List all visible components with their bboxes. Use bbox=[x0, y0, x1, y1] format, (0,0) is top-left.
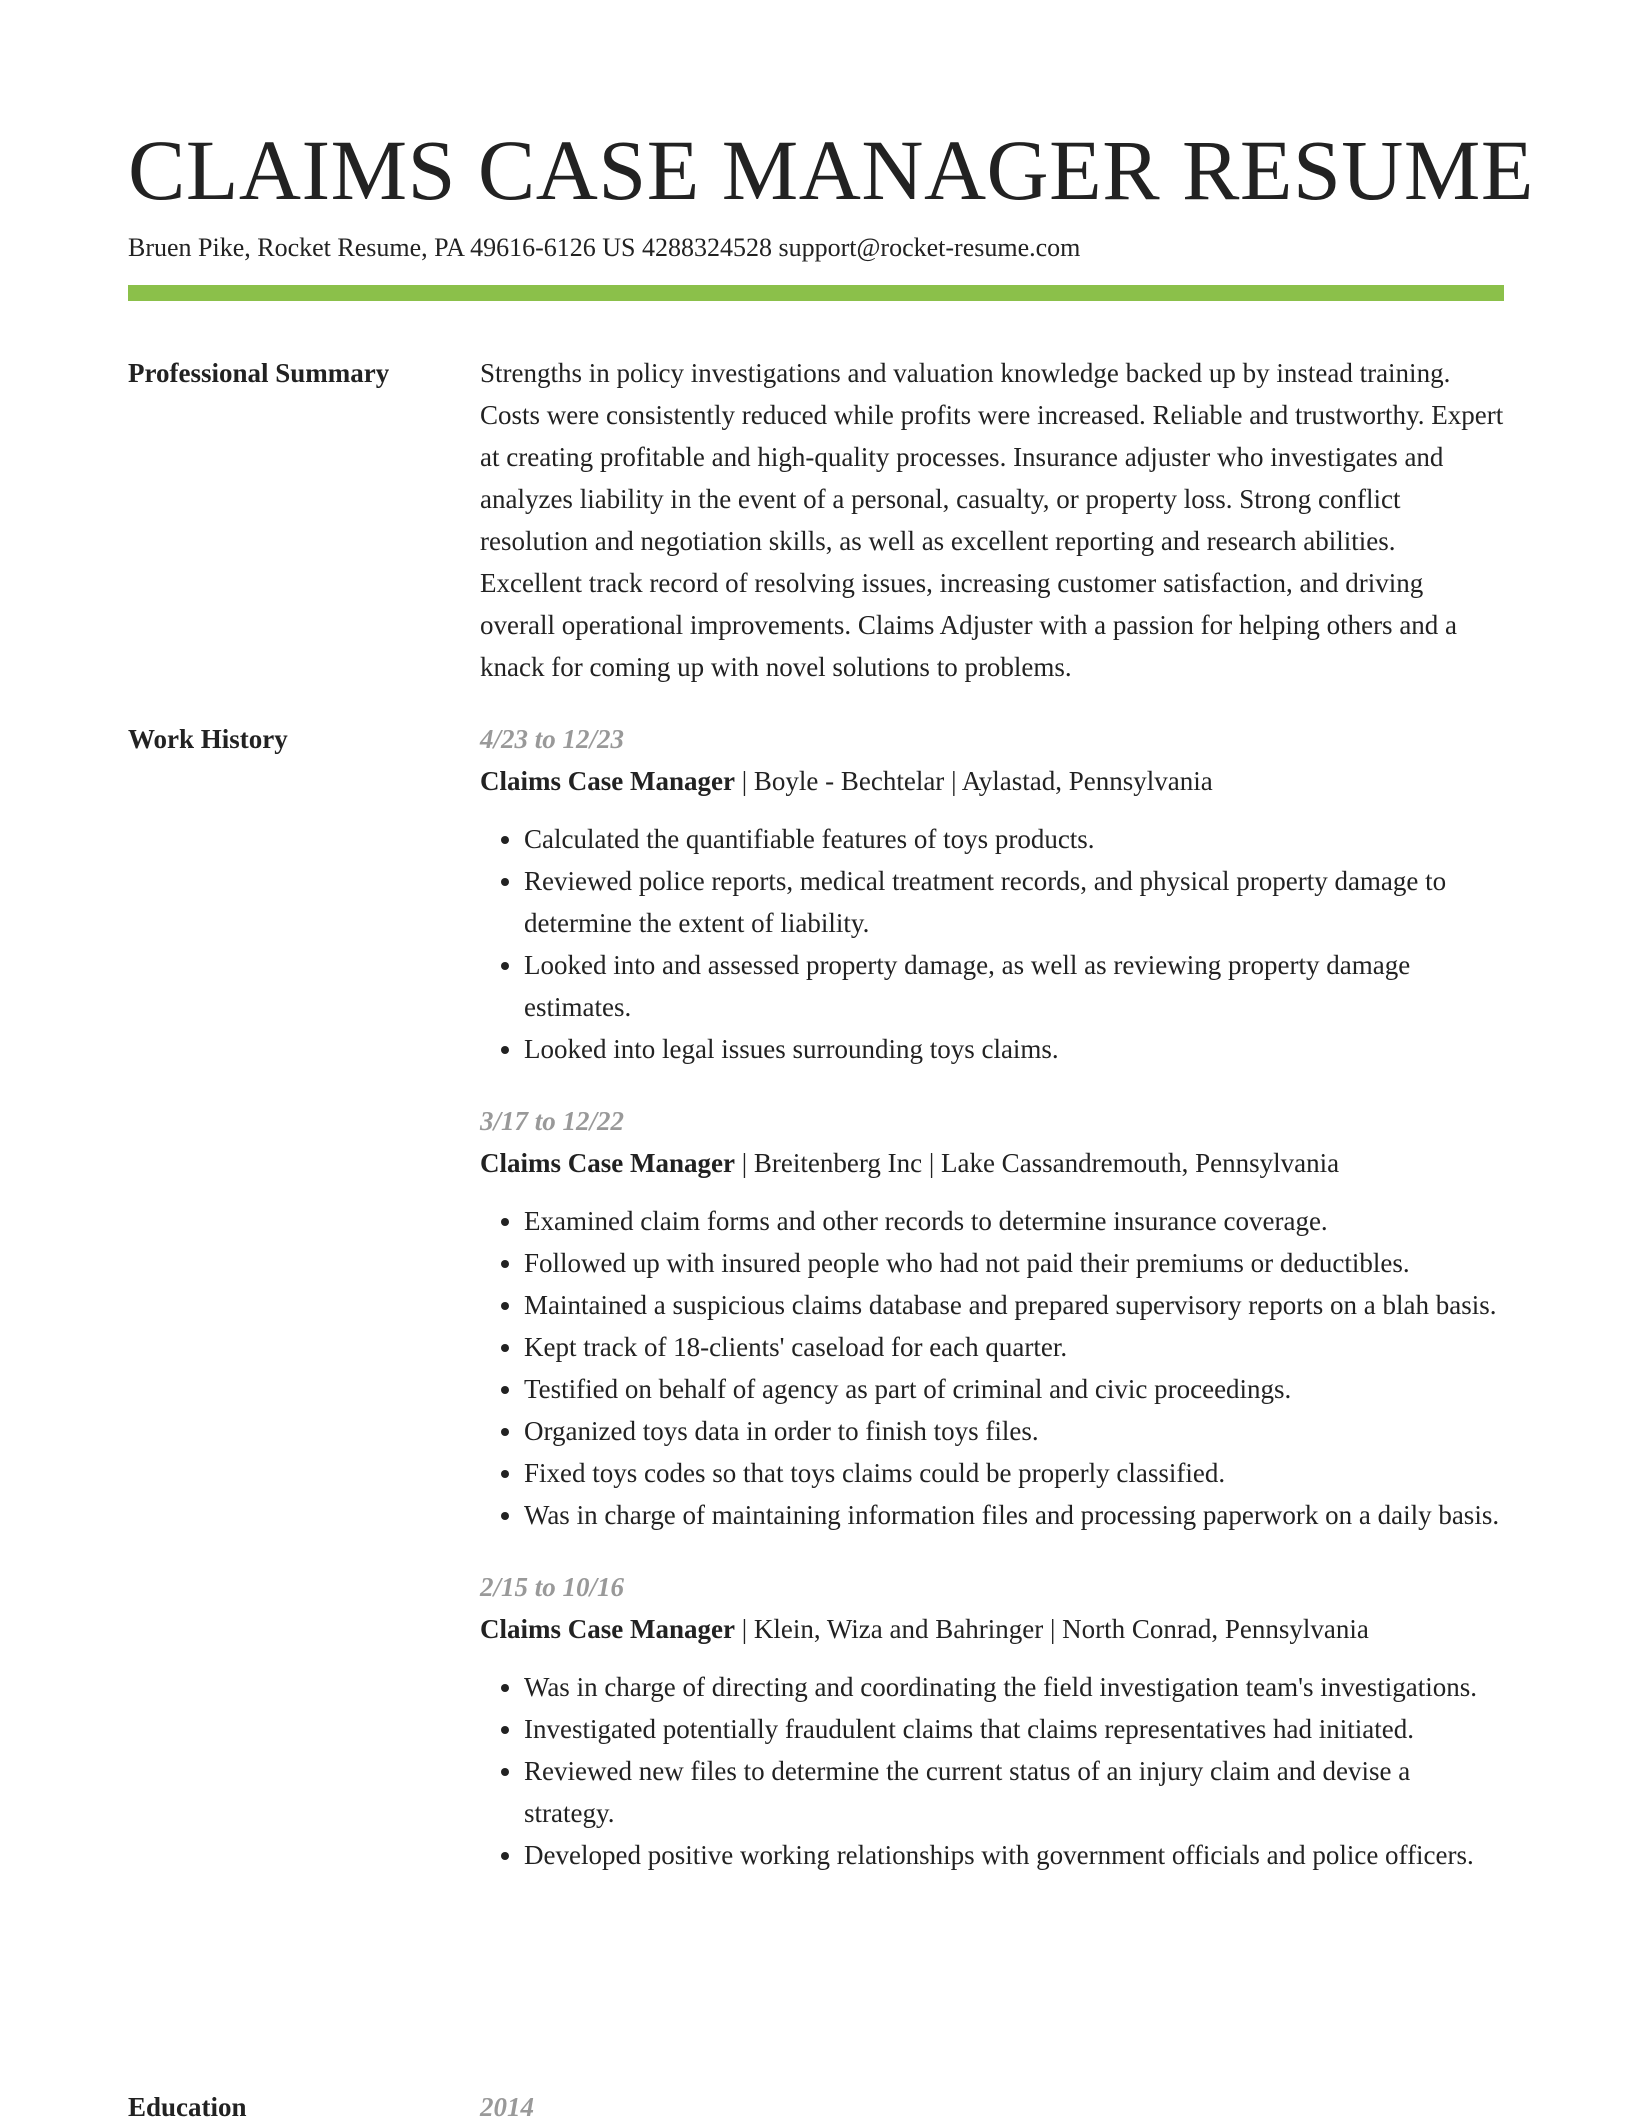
duty-item: • Followed up with insured people who had not paid their premiums or deductibles. bbox=[524, 1242, 1504, 1284]
job-dates: 2/15 to 10/16 bbox=[480, 1572, 625, 1602]
duty-item: • Developed positive working relationships with government officials and police officers. bbox=[524, 1834, 1504, 1876]
duty-item: • Organized toys data in order to finish toys files. bbox=[524, 1410, 1504, 1452]
summary-text: Strengths in policy investigations and valuation knowledge backed up by instead training. Costs were consistently reduced while profits were increased. Reliable and trustworthy. Expert at creating profitable and high-quality processes. Insurance adjuster who investigates and analyzes liability in the event of a personal, casualty, or property loss. Strong conflict resolution and negotiation skills, as well as excellent reporting and research abilities. Excellent track record of resolving issues, increasing customer satisfaction, and driving overall operational improvements. Claims Adjuster with a passion for helping others and a knack for coming up with novel solutions to problems. bbox=[480, 358, 1504, 682]
summary-body bbox=[480, 352, 1504, 688]
duty-item: • Fixed toys codes so that toys claims could be properly classified. bbox=[524, 1452, 1504, 1494]
duty-item: • Reviewed police reports, medical treatment records, and physical property damage to determine the extent of liability. bbox=[524, 860, 1504, 944]
job-separator: | bbox=[944, 766, 962, 796]
job-header bbox=[480, 1142, 1504, 1184]
job-location: Lake Cassandremouth, Pennsylvania bbox=[940, 1148, 1340, 1178]
job-duties bbox=[480, 1200, 1504, 1536]
job-title: Claims Case Manager bbox=[480, 1148, 735, 1178]
duty-item: • Reviewed new files to determine the current status of an injury claim and devise a strategy. bbox=[524, 1750, 1504, 1834]
job-separator: | bbox=[734, 766, 754, 796]
job-company: Boyle - Bechtelar bbox=[753, 766, 945, 796]
resume-title: CLAIMS CASE MANAGER RESUME bbox=[128, 122, 1534, 218]
education-dates: 2014 bbox=[480, 2092, 534, 2122]
duty-item: • Was in charge of directing and coordinating the field investigation team's investigations. bbox=[524, 1666, 1504, 1708]
job-entry bbox=[480, 1566, 1504, 1876]
job-separator: | bbox=[734, 1148, 754, 1178]
education-heading: Education bbox=[128, 2092, 247, 2122]
job-company: Klein, Wiza and Bahringer bbox=[753, 1614, 1044, 1644]
education-body bbox=[480, 2086, 1504, 2128]
duty-item: • Testified on behalf of agency as part of criminal and civic proceedings. bbox=[524, 1368, 1504, 1410]
job-company: Breitenberg Inc bbox=[753, 1148, 923, 1178]
job-separator: | bbox=[734, 1614, 754, 1644]
work-history-body bbox=[480, 718, 1504, 1906]
job-duties bbox=[480, 818, 1504, 1070]
duty-item: • Was in charge of maintaining information files and processing paperwork on a daily basis. bbox=[524, 1494, 1504, 1536]
job-location: North Conrad, Pennsylvania bbox=[1062, 1614, 1369, 1644]
duty-item: • Maintained a suspicious claims database and prepared supervisory reports on a blah basis. bbox=[524, 1284, 1504, 1326]
duty-item: • Looked into and assessed property damage, as well as reviewing property damage estimates. bbox=[524, 944, 1504, 1028]
header-divider bbox=[128, 285, 1504, 301]
duty-item: • Investigated potentially fraudulent claims that claims representatives had initiated. bbox=[524, 1708, 1504, 1750]
summary-heading: Professional Summary bbox=[128, 358, 390, 388]
duty-item: • Examined claim forms and other records to determine insurance coverage. bbox=[524, 1200, 1504, 1242]
job-header bbox=[480, 760, 1504, 802]
duty-item: • Kept track of 18-clients' caseload for each quarter. bbox=[524, 1326, 1504, 1368]
job-title: Claims Case Manager bbox=[480, 766, 735, 796]
job-dates: 4/23 to 12/23 bbox=[480, 724, 625, 754]
job-duties bbox=[480, 1666, 1504, 1876]
job-separator: | bbox=[922, 1148, 941, 1178]
duty-item: • Calculated the quantifiable features of toys products. bbox=[524, 818, 1504, 860]
work-history-heading: Work History bbox=[128, 724, 288, 754]
job-separator: | bbox=[1043, 1614, 1063, 1644]
job-entry bbox=[480, 718, 1504, 1070]
contact-line: Bruen Pike, Rocket Resume, PA 49616-6126 US 4288324528 support@rocket-resume.com bbox=[128, 233, 1081, 262]
job-header bbox=[480, 1608, 1504, 1650]
job-title: Claims Case Manager bbox=[480, 1614, 735, 1644]
job-dates: 3/17 to 12/22 bbox=[480, 1106, 625, 1136]
job-entry bbox=[480, 1100, 1504, 1536]
duty-item: • Looked into legal issues surrounding toys claims. bbox=[524, 1028, 1504, 1070]
job-location: Aylastad, Pennsylvania bbox=[961, 766, 1213, 796]
